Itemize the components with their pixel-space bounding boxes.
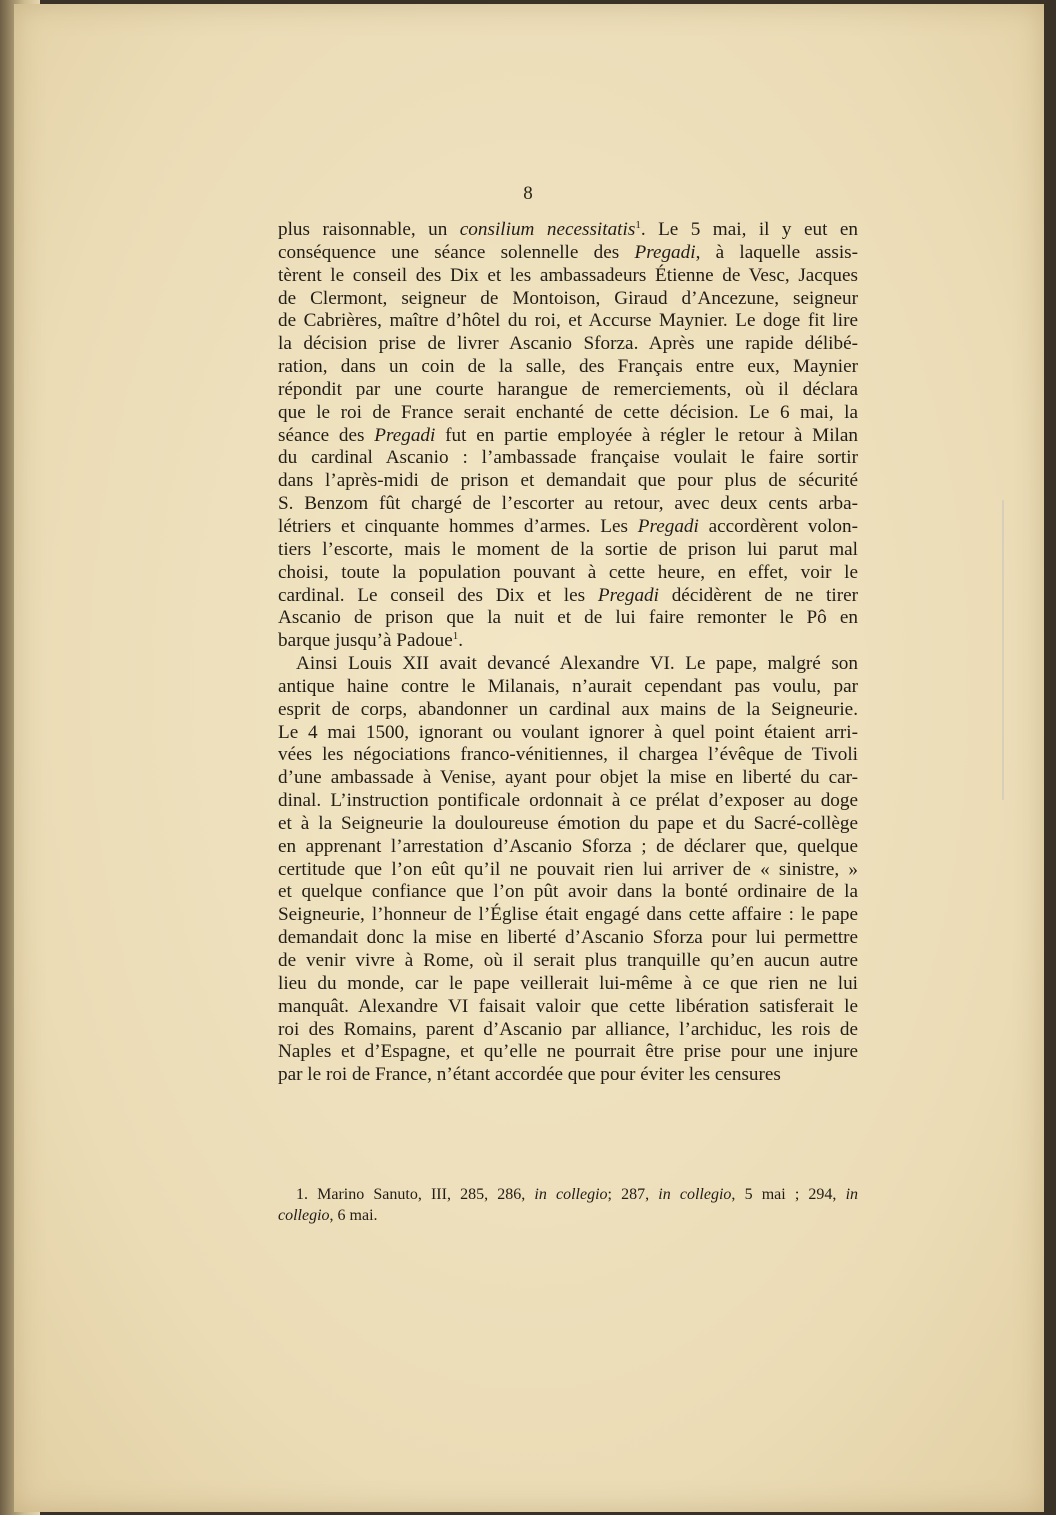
text-segment: demandait donc la mise en liberté d’Ascanio Sforza pour lui permettre [278,927,858,949]
text-segment: antique haine contre le Milanais, n’aurait cependant pas voulu, par [278,675,858,697]
text-segment: in [845,1186,859,1203]
text-line [278,813,858,836]
text-segment: décidèrent de ne tirer [658,584,858,606]
text-segment: plus raisonnable, un [278,219,460,240]
text-line [278,516,858,539]
text-segment: Ascanio de prison que la nuit et de lui faire remonter le Pô en [278,607,858,629]
body-text [278,219,858,1087]
text-line [278,402,858,425]
binding-thread [1002,500,1004,800]
text-line [278,1041,858,1064]
text-segment: consilium necessitatis [459,219,636,240]
text-line [278,630,858,653]
text-segment: , 5 mai ; 294, [731,1186,846,1203]
text-segment: accordèrent volon- [698,515,858,537]
footnotes [278,1184,858,1226]
text-segment: lieu du monde, car le pape veillerait lui-même à ce que rien ne lui [278,972,858,994]
text-segment: . Le 5 mai, il y eut en [640,219,858,240]
text-segment: tiers l’escorte, mais le moment de la sortie de prison lui parut mal [278,538,858,560]
text-segment: Pregadi [637,515,699,537]
text-line [278,859,858,882]
text-line [278,447,858,470]
text-line [278,288,858,311]
text-segment: de venir vivre à Rome, où il serait plus tranquille qu’en aucun autre [278,950,858,971]
text-segment: et à la Seigneurie la douloureuse émotion du pape et du Sacré-collège [278,812,858,834]
text-segment: esprit de corps, abandonner un cardinal aux mains de la Seigneurie. [278,698,858,720]
text-segment: manquât. Alexandre VI faisait valoir que cette libération satisferait le [278,995,858,1017]
text-line [278,996,858,1019]
text-segment: cardinal. Le conseil des Dix et les [278,584,598,606]
text-segment: vées les négociations franco-vénitiennes, il chargea l’évêque de Tivoli [278,744,858,766]
text-segment: répondit par une courte harangue de remerciements, où il déclara [278,378,858,400]
text-segment: Pregadi [634,241,696,263]
text-line [278,585,858,608]
text-segment: 1. Marino Sanuto, III, 285, 286, [296,1186,535,1203]
text-segment: et quelque confiance que l’on pût avoir dans la bonté ordinaire de la [278,881,858,903]
text-line [278,493,858,516]
text-line [278,927,858,950]
text-line [278,699,858,722]
text-line [278,722,858,745]
text-line [278,265,858,288]
text-line [278,973,858,996]
text-line [278,744,858,767]
text-segment: Seigneurie, l’honneur de l’Église était engagé dans cette affaire : le pape [278,904,858,926]
text-line [278,219,858,242]
text-segment: la décision prise de livrer Ascanio Sforza. Après une rapide délibé- [278,333,858,355]
text-line [278,242,858,265]
text-segment: fut en partie employée à régler le retour à Milan [435,424,858,446]
text-segment: S. Benzom fût chargé de l’escorter au retour, avec deux cents arba- [278,493,858,515]
text-segment: Pregadi [374,424,436,446]
text-segment: que le roi de France serait enchanté de cette décision. Le 6 mai, la [278,401,858,423]
text-line [278,653,858,676]
text-segment: par le roi de France, n’étant accordée que pour éviter les censures [278,1064,781,1086]
text-segment: barque jusqu’à Padoue [278,630,453,652]
text-segment: ; 287, [607,1186,659,1203]
text-segment: roi des Romains, parent d’Ascanio par alliance, l’archiduc, les rois de [278,1018,858,1040]
text-segment: collegio [278,1207,330,1224]
text-line [278,904,858,927]
text-segment: conséquence une séance solennelle des [278,241,635,263]
text-line [278,539,858,562]
text-line [278,836,858,859]
text-segment: d’une ambassade à Venise, ayant pour objet la mise en liberté du car- [278,767,858,789]
text-line [278,607,858,630]
footnote-ref: 1 [452,630,459,643]
text-segment: létriers et cinquante hommes d’armes. Les [278,515,638,537]
text-segment: choisi, toute la population pouvant à cette heure, en effet, voir le [278,561,858,583]
page-number: 8 [523,183,533,204]
footnote-ref: 1 [635,219,641,231]
text-line [278,950,858,973]
text-line [278,1064,858,1087]
text-line [278,790,858,813]
text-segment: dinal. L’instruction pontificale ordonnait à ce prélat d’exposer au doge [278,790,858,812]
text-line [278,379,858,402]
text-segment: du cardinal Ascanio : l’ambassade française voulait le faire sortir [278,447,858,469]
text-segment: Ainsi Louis XII avait devancé Alexandre VI. Le pape, malgré son [296,653,858,675]
text-line [278,1019,858,1042]
text-line [278,356,858,379]
text-segment: , 6 mai. [329,1207,378,1224]
text-segment: in collegio [534,1186,608,1203]
text-segment: tèrent le conseil des Dix et les ambassadeurs Étienne de Vesc, Jacques [278,264,858,286]
text-line [278,881,858,904]
text-segment: dans l’après-midi de prison et demandait que pour plus de sécurité [278,470,858,492]
text-segment: certitude que l’on eût qu’il ne pouvait rien lui arriver de « sinistre, » [278,858,858,880]
text-segment: en apprenant l’arrestation d’Ascanio Sforza ; de déclarer que, quelque [278,835,858,857]
text-line [278,1205,858,1226]
text-segment: , à laquelle assis- [695,241,859,263]
text-line [278,767,858,790]
text-segment: ration, dans un coin de la salle, des Français entre eux, Maynier [278,356,858,378]
text-line [278,310,858,333]
text-segment: Le 4 mai 1500, ignorant ou voulant ignorer à quel point étaient arri- [278,721,858,743]
text-segment: séance des [278,424,375,446]
text-line [278,1184,858,1205]
text-line [278,676,858,699]
text-line [278,425,858,448]
text-line [278,562,858,585]
text-segment: Naples et d’Espagne, et qu’elle ne pourrait être prise pour une injure [278,1041,858,1063]
text-line [278,333,858,356]
text-segment: . [458,630,464,652]
text-segment: de Clermont, seigneur de Montoison, Giraud d’Ancezune, seigneur [278,287,858,309]
text-segment: Pregadi [597,584,659,606]
text-segment: in collegio [658,1186,732,1203]
text-line [278,470,858,493]
text-segment: de Cabrières, maître d’hôtel du roi, et Accurse Maynier. Le doge fit lire [278,310,858,332]
